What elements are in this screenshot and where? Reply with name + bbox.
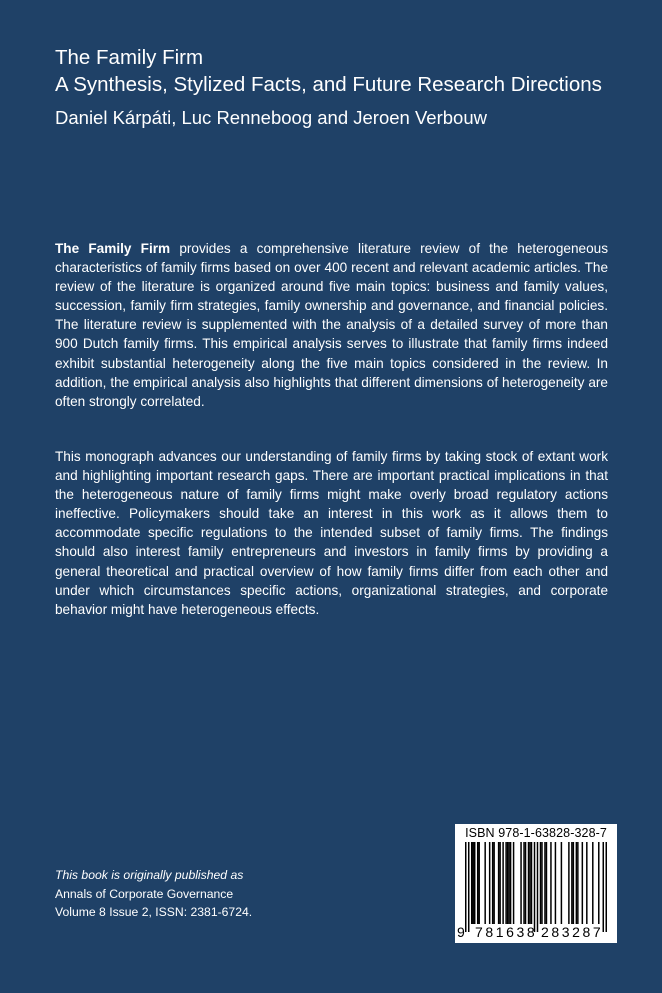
title-block [55,44,615,130]
publication-note-intro: This book is originally published as [55,868,244,882]
abstract-lead: The Family Firm [55,241,171,256]
barcode-bar [498,842,499,924]
book-title: The Family Firm [55,46,204,69]
barcode-bar [484,842,485,924]
barcode-bar [474,842,475,924]
barcode-bar [478,842,479,924]
book-subtitle: A Synthesis, Stylized Facts, and Future Research Directions [55,73,602,96]
barcode-digits-right: 283287 [541,924,604,940]
barcode-bar [523,842,524,924]
barcode-bar [528,842,529,924]
isbn-barcode [455,824,617,943]
barcode-bar [508,842,509,924]
barcode-bar [477,842,478,924]
barcode-bar [546,842,547,924]
barcode-bar [492,842,493,924]
abstract-paragraph-1 [55,239,608,411]
barcode-bar [534,842,535,932]
barcode-bar [573,842,574,924]
barcode-bar [586,842,587,924]
abstract-paragraph-1-text: provides a comprehensive literature review of the heterogeneous characteristics of family firms based on over 400 recent and relevant academic articles. The review of the literature is organized around five main topics: business and family values, succession, family firm strategies, family ownership and governance, and financial policies. The literature review is supplemented with the analysis of a detailed survey of more than 900 Dutch family firms. This empirical analysis serves to illustrate that family firms indeed exhibit substantial heterogeneity along the five main topics considered in the review. In addition, the empirical analysis also highlights that different dimensions of heterogeneity are often strongly correlated. [55,241,608,409]
barcode-bar [499,842,500,924]
publication-journal: Annals of Corporate Governance [55,886,234,901]
barcode-bar [598,842,599,924]
barcode-digits-left: 781638 [475,924,538,940]
isbn-label: ISBN 978-1-63828-328-7 [465,826,607,840]
barcode-bar [561,842,562,924]
publication-volume: Volume 8 Issue 2, ISSN: 2381-6724. [55,905,253,919]
barcode-bars [465,842,607,932]
book-authors: Daniel Kárpáti, Luc Renneboog and Jeroen Verbouw [55,107,487,128]
barcode-bar [520,842,521,924]
barcode-bar [582,842,583,924]
barcode-bar [576,842,577,924]
barcode-bar [550,842,551,924]
barcode-bar [568,842,569,924]
barcode-bar [471,842,472,924]
barcode-bar [555,842,556,924]
barcode-bar [465,842,466,932]
barcode-bar [468,842,469,932]
barcode-bar [493,842,494,924]
barcode-bar [577,842,578,924]
barcode-bar [529,842,530,924]
barcode-bar [571,842,572,924]
publication-note [55,866,295,922]
barcode-bar [505,842,506,924]
barcode-bar [489,842,490,924]
barcode-bar [502,842,503,924]
barcode-digit-first: 9 [457,924,465,940]
barcode-bar [513,842,514,924]
barcode-bar [603,842,604,932]
barcode-bar [541,842,542,924]
barcode-bar [525,842,526,924]
barcode-bar [507,842,508,924]
barcode-bar [544,842,545,924]
barcode-bar [510,842,511,924]
barcode-bar [606,842,607,932]
barcode-bar [592,842,593,924]
barcode-bar [537,842,538,932]
barcode-bar [531,842,532,924]
barcode-bar [540,842,541,924]
barcode-digits [455,924,617,942]
barcode-bar [472,842,473,924]
abstract-paragraph-2: This monograph advances our understanding of family firms by taking stock of extant work and highlighting important research gaps. There are important practical implications in that the heterogeneous nature of family firms might make overly broad regulatory actions ineffective. Policymakers should take an interest in this work as it allows them to accommodate specific regulations to the intended subset of family firms. The findings should also interest family entrepreneurs and investors in family firms by providing a general theoretical and practical overview of how family firms differ from each other and under which circumstances specific actions, organizational strategies, and corporate behavior might have heterogeneous effects. [55,449,608,617]
